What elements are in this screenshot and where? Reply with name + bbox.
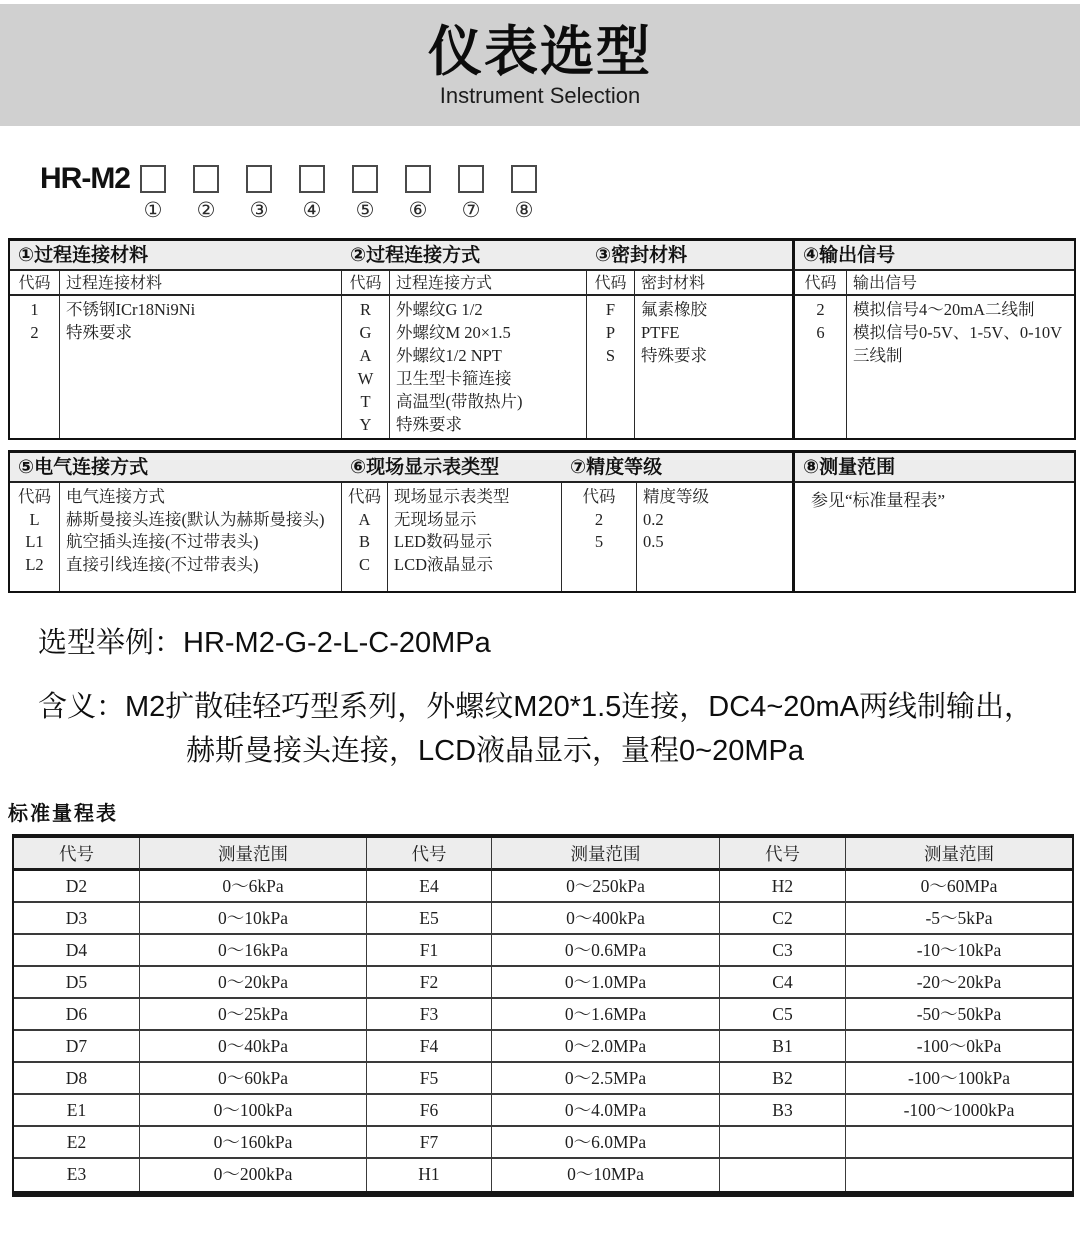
section4-title: ④输出信号 xyxy=(792,241,1074,271)
code-value: R xyxy=(359,300,371,319)
model-slot-5 xyxy=(352,165,378,222)
section7-values xyxy=(637,483,792,591)
model-slot-4 xyxy=(299,165,325,222)
option-label: 不锈钢ICr18Ni9Ni xyxy=(66,300,196,319)
range-code: B2 xyxy=(720,1063,846,1095)
range-col-header: 测量范围 xyxy=(846,838,1072,871)
section3-title: ③密封材料 xyxy=(587,241,792,271)
code-value: 2 xyxy=(594,509,604,529)
range-value: 0～16kPa xyxy=(140,935,367,967)
code-value: L2 xyxy=(25,554,44,574)
slot-number-4: ④ xyxy=(302,198,322,222)
section3-code-header: 代码 xyxy=(587,271,635,296)
range-code: F7 xyxy=(367,1127,492,1159)
option-label: 0.5 xyxy=(643,532,664,551)
range-value: 0～10MPa xyxy=(492,1159,720,1191)
option-label: 外螺纹G 1/2 xyxy=(396,300,483,319)
range-col-header: 测量范围 xyxy=(492,838,720,871)
option-label: 0.2 xyxy=(643,509,664,529)
model-code-diagram xyxy=(40,164,1080,222)
option-label: 外螺纹1/2 NPT xyxy=(396,346,502,365)
range-table-title: 标准量程表 xyxy=(8,803,118,825)
option-label: 高温型(带散热片) xyxy=(396,392,523,411)
option-label: 无现场显示 xyxy=(394,509,477,529)
range-code: B1 xyxy=(720,1031,846,1063)
section8-title: ⑧测量范围 xyxy=(792,453,1074,483)
range-value: 0～1.6MPa xyxy=(492,999,720,1031)
option-label: 赫斯曼接头连接(默认为赫斯曼接头) xyxy=(66,509,325,529)
range-value: 0～250kPa xyxy=(492,871,720,903)
option-label: 航空插头连接(不过带表头) xyxy=(66,532,259,551)
section6-codes xyxy=(342,483,388,591)
code-box-5 xyxy=(352,165,378,193)
range-code: D7 xyxy=(14,1031,140,1063)
range-value: 0～160kPa xyxy=(140,1127,367,1159)
code-value: C xyxy=(358,554,370,574)
value-column-header: 现场显示表类型 xyxy=(394,487,510,506)
option-label: PTFE xyxy=(641,323,680,342)
range-value: -100～0kPa xyxy=(846,1031,1072,1063)
code-value: F xyxy=(605,300,616,319)
code-box-2 xyxy=(193,165,219,193)
code-box-3 xyxy=(246,165,272,193)
range-code: B3 xyxy=(720,1095,846,1127)
section3-codes xyxy=(587,296,635,438)
option-label: LED数码显示 xyxy=(394,532,493,551)
model-slot-7 xyxy=(458,165,484,222)
slot-number-1: ① xyxy=(143,198,163,222)
range-code xyxy=(720,1127,846,1159)
code-box-8 xyxy=(511,165,537,193)
model-slot-3 xyxy=(246,165,272,222)
range-code: D6 xyxy=(14,999,140,1031)
range-col-header: 代号 xyxy=(14,838,140,871)
section2-value-header: 过程连接方式 xyxy=(390,271,587,296)
option-label: 特殊要求 xyxy=(66,323,132,342)
example-model-line: 选型举例：HR-M2-G-2-L-C-20MPa xyxy=(38,627,491,659)
section1-value-header: 过程连接材料 xyxy=(60,271,342,296)
section6-values xyxy=(388,483,562,591)
section7-codes xyxy=(562,483,637,591)
range-value: 0～40kPa xyxy=(140,1031,367,1063)
section2-code-header: 代码 xyxy=(342,271,390,296)
section2-values xyxy=(390,296,587,438)
range-code xyxy=(720,1159,846,1191)
code-value: L xyxy=(29,509,40,529)
range-value: -20～20kPa xyxy=(846,967,1072,999)
range-code: F5 xyxy=(367,1063,492,1095)
option-label: 氟素橡胶 xyxy=(641,300,707,319)
range-value: 0～6.0MPa xyxy=(492,1127,720,1159)
section1-values xyxy=(60,296,342,438)
model-slot-8 xyxy=(511,165,537,222)
code-column-header: 代码 xyxy=(18,487,51,506)
slot-number-5: ⑤ xyxy=(355,198,375,222)
range-value: 0～100kPa xyxy=(140,1095,367,1127)
range-code: C5 xyxy=(720,999,846,1031)
section1-title: ①过程连接材料 xyxy=(10,241,342,271)
range-value: 0～6kPa xyxy=(140,871,367,903)
selection-table-2 xyxy=(8,450,1076,593)
range-code: D2 xyxy=(14,871,140,903)
range-value: 0～25kPa xyxy=(140,999,367,1031)
range-code: F4 xyxy=(367,1031,492,1063)
option-label: 卫生型卡箍连接 xyxy=(396,369,512,388)
code-box-4 xyxy=(299,165,325,193)
code-box-6 xyxy=(405,165,431,193)
option-label: 模拟信号0-5V、1-5V、0-10V xyxy=(853,323,1062,342)
slot-number-7: ⑦ xyxy=(461,198,481,222)
range-col-header: 代号 xyxy=(720,838,846,871)
option-label: LCD液晶显示 xyxy=(394,554,493,574)
code-value: A xyxy=(359,346,372,365)
range-col-header: 代号 xyxy=(367,838,492,871)
slot-number-3: ③ xyxy=(249,198,269,222)
model-prefix: HR-M2 xyxy=(40,162,130,195)
range-code: H1 xyxy=(367,1159,492,1191)
code-value: W xyxy=(357,369,374,388)
range-code: D4 xyxy=(14,935,140,967)
code-value: 1 xyxy=(30,300,39,319)
option-label: 三线制 xyxy=(853,346,903,365)
range-code: D8 xyxy=(14,1063,140,1095)
slot-number-6: ⑥ xyxy=(408,198,428,222)
value-column-header: 精度等级 xyxy=(643,487,709,506)
code-box-7 xyxy=(458,165,484,193)
section6-title: ⑥现场显示表类型 xyxy=(342,453,562,483)
range-code: D5 xyxy=(14,967,140,999)
slot-number-8: ⑧ xyxy=(514,198,534,222)
option-label: 特殊要求 xyxy=(641,346,707,365)
range-value: 0～2.0MPa xyxy=(492,1031,720,1063)
model-slot-2 xyxy=(193,165,219,222)
range-value: 0～1.0MPa xyxy=(492,967,720,999)
section5-values xyxy=(60,483,342,591)
range-code: E2 xyxy=(14,1127,140,1159)
section3-value-header: 密封材料 xyxy=(635,271,792,296)
title-band xyxy=(0,4,1080,126)
range-value: 0～0.6MPa xyxy=(492,935,720,967)
range-value: 0～10kPa xyxy=(140,903,367,935)
code-value: 2 xyxy=(816,300,825,319)
selection-table-1 xyxy=(8,238,1076,440)
range-code: D3 xyxy=(14,903,140,935)
page-title: 仪表选型 xyxy=(428,22,652,82)
range-code: C4 xyxy=(720,967,846,999)
slot-number-2: ② xyxy=(196,198,216,222)
section8-note: 参见“标准量程表” xyxy=(792,483,1074,591)
code-value: B xyxy=(358,532,370,551)
section2-codes xyxy=(342,296,390,438)
code-value: 2 xyxy=(30,323,39,342)
range-value: 0～200kPa xyxy=(140,1159,367,1191)
range-value: 0～60MPa xyxy=(846,871,1072,903)
option-label: 外螺纹M 20×1.5 xyxy=(396,323,511,342)
section4-code-header: 代码 xyxy=(792,271,847,296)
code-box-1 xyxy=(140,165,166,193)
range-value xyxy=(846,1127,1072,1159)
range-value: 0～20kPa xyxy=(140,967,367,999)
model-slots xyxy=(140,165,537,222)
range-value: -100～100kPa xyxy=(846,1063,1072,1095)
range-value: -100～1000kPa xyxy=(846,1095,1072,1127)
code-value: Y xyxy=(359,415,372,434)
section4-codes xyxy=(792,296,847,438)
range-value: 0～4.0MPa xyxy=(492,1095,720,1127)
code-value: S xyxy=(605,346,616,365)
range-value: 0～400kPa xyxy=(492,903,720,935)
range-value: -10～10kPa xyxy=(846,935,1072,967)
example-meaning-line: 含义：M2扩散硅轻巧型系列，外螺纹M20*1.5连接，DC4~20mA两线制输出， xyxy=(38,691,1034,723)
code-value: 6 xyxy=(816,323,825,342)
range-code: C3 xyxy=(720,935,846,967)
section1-code-header: 代码 xyxy=(10,271,60,296)
example-meaning-line-2: 赫斯曼接头连接，LCD液晶显示，量程0~20MPa xyxy=(186,735,804,767)
range-code: F1 xyxy=(367,935,492,967)
selection-example xyxy=(38,623,1080,771)
range-code: E5 xyxy=(367,903,492,935)
section7-title: ⑦精度等级 xyxy=(562,453,792,483)
value-column-header: 电气连接方式 xyxy=(66,487,165,506)
model-slot-6 xyxy=(405,165,431,222)
section2-title: ②过程连接方式 xyxy=(342,241,587,271)
code-column-header: 代码 xyxy=(348,487,381,506)
range-code: F6 xyxy=(367,1095,492,1127)
range-value: 0～60kPa xyxy=(140,1063,367,1095)
option-label: 直接引线连接(不过带表头) xyxy=(66,554,259,574)
code-value: G xyxy=(359,323,372,342)
code-value: A xyxy=(358,509,371,529)
section3-values xyxy=(635,296,792,438)
range-code: E4 xyxy=(367,871,492,903)
code-value: L1 xyxy=(25,532,44,551)
section5-title: ⑤电气连接方式 xyxy=(10,453,342,483)
option-label: 模拟信号4～20mA二线制 xyxy=(853,300,1035,319)
section4-values xyxy=(847,296,1074,438)
option-label: 特殊要求 xyxy=(396,415,462,434)
section4-value-header: 输出信号 xyxy=(847,271,1074,296)
code-column-header: 代码 xyxy=(582,487,616,506)
range-code: F3 xyxy=(367,999,492,1031)
range-value: -50～50kPa xyxy=(846,999,1072,1031)
range-code: F2 xyxy=(367,967,492,999)
standard-range-table xyxy=(12,834,1074,1197)
range-col-header: 测量范围 xyxy=(140,838,367,871)
range-value: -5～5kPa xyxy=(846,903,1072,935)
range-code: E1 xyxy=(14,1095,140,1127)
range-code: E3 xyxy=(14,1159,140,1191)
page-subtitle: Instrument Selection xyxy=(439,83,641,108)
range-value: 0～2.5MPa xyxy=(492,1063,720,1095)
range-code: H2 xyxy=(720,871,846,903)
range-code: C2 xyxy=(720,903,846,935)
range-value xyxy=(846,1159,1072,1191)
section5-codes xyxy=(10,483,60,591)
code-value: 5 xyxy=(594,532,604,551)
section1-codes xyxy=(10,296,60,438)
model-slot-1 xyxy=(140,165,166,222)
code-value: T xyxy=(360,392,371,411)
code-value: P xyxy=(605,323,616,342)
